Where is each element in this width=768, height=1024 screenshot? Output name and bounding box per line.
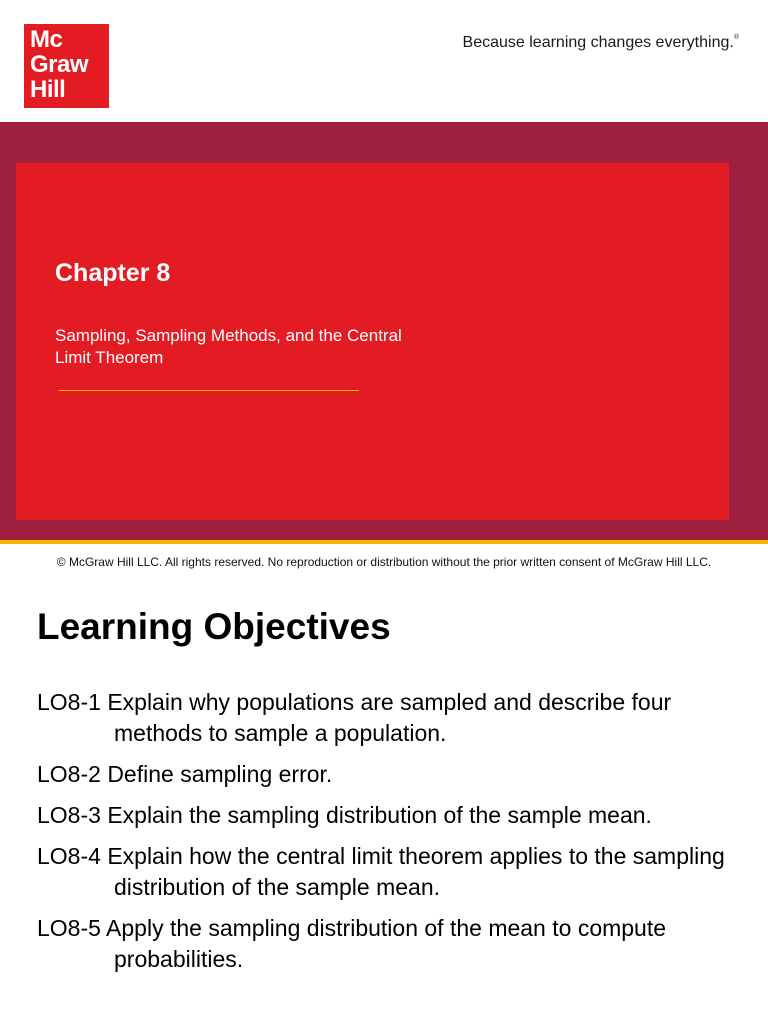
- registered-mark: ®: [733, 34, 739, 41]
- objective-item: LO8-1 Explain why populations are sampled and describe four methods to sample a population.: [37, 689, 672, 746]
- objective-item: LO8-4 Explain how the central limit theorem applies to the sampling distribution of the sample mean.: [37, 843, 725, 900]
- chapter-subtitle: Sampling, Sampling Methods, and the Central Limit Theorem: [55, 326, 402, 367]
- logo-line: Hill: [30, 76, 66, 103]
- gold-divider: [59, 390, 359, 391]
- tagline: [463, 34, 739, 52]
- logo-line: Graw: [30, 51, 89, 78]
- title-slide-header: [0, 0, 768, 122]
- title-band: [0, 122, 768, 540]
- copyright-notice: © McGraw Hill LLC. All rights reserved. No reproduction or distribution without the prior written consent of McGraw Hill LLC.: [56, 555, 712, 569]
- objective-item: LO8-5 Apply the sampling distribution of the mean to compute probabilities.: [37, 915, 667, 972]
- logo-line: Mc: [30, 26, 63, 53]
- objective-item: LO8-3 Explain the sampling distribution of the sample mean.: [37, 802, 652, 828]
- mcgraw-hill-logo: [24, 24, 109, 108]
- gold-footer-rule: [0, 540, 768, 544]
- title-panel: [16, 163, 729, 520]
- learning-objectives-heading: Learning Objectives: [37, 606, 391, 647]
- tagline-text: Because learning changes everything.: [462, 34, 734, 51]
- chapter-title: Chapter 8: [55, 259, 171, 287]
- objective-item: LO8-2 Define sampling error.: [37, 761, 333, 787]
- learning-objectives-list: [37, 687, 737, 985]
